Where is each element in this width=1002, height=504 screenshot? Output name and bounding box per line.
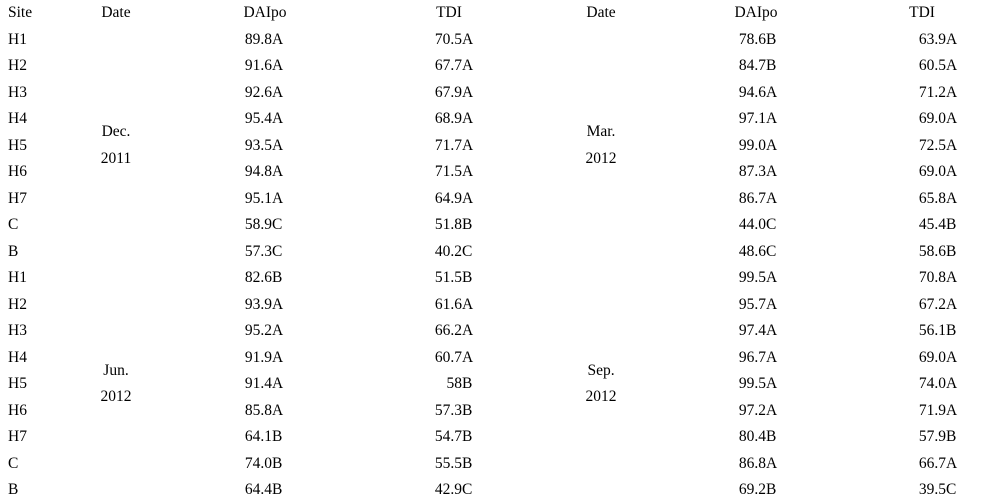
cell-tdi-grade-right: C xyxy=(946,481,957,498)
cell-tdi-grade-left: B xyxy=(462,401,473,419)
cell-date-left xyxy=(60,265,172,504)
cell-tdi-right: 58.6 xyxy=(918,242,947,260)
cell-tdi-left: 67.9 xyxy=(434,83,462,101)
cell-tdi-grade-right: A xyxy=(946,189,958,207)
cell-daipo-grade-right: B xyxy=(766,481,777,498)
cell-tdi-grade-left: A xyxy=(462,110,474,127)
table-header-row xyxy=(8,0,994,27)
cell-daipo-right: 99.0 xyxy=(738,136,767,154)
cell-tdi-grade-right: B xyxy=(946,242,957,260)
cell-daipo-grade-left: A xyxy=(272,57,284,74)
cell-tdi-left: 60.7 xyxy=(434,348,462,366)
cell-daipo-grade-right: A xyxy=(766,295,778,313)
cell-tdi-grade-left: A xyxy=(462,163,474,180)
cell-tdi-right: 69.0 xyxy=(918,110,947,127)
cell-tdi-left: 55.5 xyxy=(434,454,462,472)
cell-site: C xyxy=(8,216,19,233)
date-line-1: Jun. xyxy=(103,361,129,379)
cell-tdi-right: 67.2 xyxy=(918,295,947,313)
cell-tdi-grade-left: B xyxy=(462,428,473,445)
cell-tdi-grade-right: A xyxy=(946,163,958,180)
date-line-1: Sep. xyxy=(587,361,615,379)
cell-daipo-grade-left: B xyxy=(272,428,283,445)
cell-daipo-right: 99.5 xyxy=(738,269,767,286)
cell-site: H4 xyxy=(8,110,27,127)
date-line-2: 2011 xyxy=(100,149,132,167)
cell-tdi-grade-right: B xyxy=(946,216,957,233)
cell-site: H2 xyxy=(8,295,27,313)
cell-tdi-right: 74.0 xyxy=(918,375,947,392)
water-quality-index-table xyxy=(8,0,994,504)
cell-site: H3 xyxy=(8,322,27,339)
cell-tdi-grade-right: B xyxy=(946,322,957,339)
cell-daipo-left: 94.8 xyxy=(244,163,272,180)
cell-daipo-right: 94.6 xyxy=(738,83,767,101)
cell-daipo-grade-left: A xyxy=(272,295,284,313)
cell-tdi-grade-left: C xyxy=(462,242,473,260)
cell-daipo-grade-left: C xyxy=(272,216,283,233)
cell-tdi-grade-left: B xyxy=(462,375,473,392)
cell-tdi-grade-left: C xyxy=(462,481,473,498)
cell-daipo-left: 82.6 xyxy=(244,269,272,286)
cell-daipo-grade-left: C xyxy=(272,242,283,260)
cell-tdi-grade-left: A xyxy=(462,295,474,313)
date-line-1: Mar. xyxy=(586,123,616,141)
cell-daipo-grade-right: A xyxy=(766,163,778,180)
cell-daipo-right: 86.7 xyxy=(738,189,767,207)
table-row xyxy=(8,265,994,292)
cell-daipo-right: 44.0 xyxy=(738,216,767,233)
cell-tdi-grade-left: B xyxy=(462,454,473,472)
cell-daipo-right: 48.6 xyxy=(738,242,767,260)
cell-daipo-grade-left: A xyxy=(272,348,284,366)
cell-daipo-left: 85.8 xyxy=(244,401,272,419)
cell-daipo-grade-left: A xyxy=(272,83,284,101)
cell-daipo-grade-left: A xyxy=(272,401,284,419)
cell-tdi-right: 71.2 xyxy=(918,83,947,101)
cell-daipo-grade-right: B xyxy=(766,57,777,74)
cell-daipo-left: 92.6 xyxy=(244,83,272,101)
cell-tdi-grade-left: A xyxy=(462,348,474,366)
cell-daipo-left: 64.4 xyxy=(244,481,272,498)
cell-tdi-grade-left: B xyxy=(462,269,473,286)
cell-tdi-right: 45.4 xyxy=(918,216,947,233)
cell-tdi-right: 39.5 xyxy=(918,481,947,498)
cell-daipo-grade-left: B xyxy=(272,454,283,472)
date-line-2: 2012 xyxy=(585,388,617,406)
cell-tdi-left: 51.5 xyxy=(434,269,462,286)
cell-tdi-grade-right: A xyxy=(946,375,958,392)
cell-tdi-grade-left: A xyxy=(462,30,474,48)
cell-site: C xyxy=(8,454,19,472)
cell-daipo-grade-right: A xyxy=(766,454,778,472)
date-line-1: Dec. xyxy=(101,123,131,141)
cell-daipo-right: 69.2 xyxy=(738,481,767,498)
cell-tdi-grade-right: A xyxy=(946,454,958,472)
cell-tdi-left: 40.2 xyxy=(434,242,462,260)
cell-tdi-right: 56.1 xyxy=(918,322,947,339)
cell-tdi-right: 69.0 xyxy=(918,348,947,366)
cell-site: H7 xyxy=(8,189,27,207)
cell-tdi-grade-right: A xyxy=(946,57,958,74)
cell-site: H2 xyxy=(8,57,27,74)
cell-tdi-right: 60.5 xyxy=(918,57,947,74)
cell-tdi-grade-left: B xyxy=(462,216,473,233)
cell-tdi-left: 58 xyxy=(446,375,462,392)
cell-date-left xyxy=(60,27,172,266)
cell-site: H5 xyxy=(8,136,27,154)
cell-daipo-left: 91.9 xyxy=(244,348,272,366)
cell-tdi-right: 57.9 xyxy=(918,428,947,445)
cell-daipo-left: 95.1 xyxy=(244,189,272,207)
cell-tdi-left: 71.5 xyxy=(434,163,462,180)
cell-tdi-grade-right: A xyxy=(946,83,958,101)
cell-tdi-right: 72.5 xyxy=(918,136,947,154)
cell-daipo-right: 99.5 xyxy=(738,375,767,392)
header-tdi-left: TDI xyxy=(436,4,462,21)
cell-daipo-grade-right: A xyxy=(766,136,778,154)
cell-tdi-left: 71.7 xyxy=(434,136,462,154)
cell-daipo-grade-right: B xyxy=(766,30,777,48)
cell-date-right xyxy=(540,265,662,504)
cell-site: H3 xyxy=(8,83,27,101)
cell-daipo-left: 64.1 xyxy=(244,428,272,445)
cell-daipo-grade-left: A xyxy=(272,322,284,339)
header-date-left: Date xyxy=(101,4,131,21)
cell-daipo-grade-left: B xyxy=(272,269,283,286)
cell-daipo-grade-left: B xyxy=(272,481,283,498)
cell-site: H7 xyxy=(8,428,27,445)
cell-tdi-left: 64.9 xyxy=(434,189,462,207)
table-row xyxy=(8,27,994,54)
cell-daipo-left: 95.2 xyxy=(244,322,272,339)
cell-site: H1 xyxy=(8,269,27,286)
cell-daipo-grade-left: A xyxy=(272,136,284,154)
cell-daipo-left: 89.8 xyxy=(244,30,272,48)
cell-tdi-grade-right: A xyxy=(946,110,958,127)
cell-tdi-right: 70.8 xyxy=(918,269,947,286)
date-line-2: 2012 xyxy=(100,388,132,406)
cell-tdi-grade-left: A xyxy=(462,57,474,74)
cell-tdi-grade-right: A xyxy=(946,348,958,366)
cell-tdi-grade-left: A xyxy=(462,136,474,154)
cell-daipo-left: 57.3 xyxy=(244,242,272,260)
cell-date-right xyxy=(540,27,662,266)
cell-daipo-right: 86.8 xyxy=(738,454,767,472)
cell-daipo-grade-left: A xyxy=(272,30,284,48)
cell-daipo-left: 95.4 xyxy=(244,110,272,127)
cell-tdi-left: 68.9 xyxy=(434,110,462,127)
cell-daipo-grade-right: A xyxy=(766,269,778,286)
cell-daipo-grade-left: A xyxy=(272,375,284,392)
cell-daipo-left: 93.9 xyxy=(244,295,272,313)
cell-tdi-right: 69.0 xyxy=(918,163,947,180)
cell-site: B xyxy=(8,481,19,498)
cell-daipo-grade-right: A xyxy=(766,110,778,127)
cell-tdi-right: 71.9 xyxy=(918,401,947,419)
cell-tdi-left: 67.7 xyxy=(434,57,462,74)
cell-daipo-right: 84.7 xyxy=(738,57,767,74)
cell-tdi-left: 51.8 xyxy=(434,216,462,233)
cell-site: H4 xyxy=(8,348,27,366)
cell-tdi-left: 70.5 xyxy=(434,30,462,48)
cell-daipo-right: 97.1 xyxy=(738,110,767,127)
cell-daipo-grade-right: A xyxy=(766,401,778,419)
cell-daipo-grade-right: C xyxy=(766,216,777,233)
cell-tdi-grade-right: A xyxy=(946,269,958,286)
cell-daipo-left: 91.6 xyxy=(244,57,272,74)
cell-daipo-grade-right: A xyxy=(766,375,778,392)
cell-tdi-left: 54.7 xyxy=(434,428,462,445)
cell-tdi-left: 42.9 xyxy=(434,481,462,498)
cell-tdi-grade-left: A xyxy=(462,83,474,101)
cell-daipo-right: 78.6 xyxy=(738,30,767,48)
cell-daipo-grade-right: C xyxy=(766,242,777,260)
cell-site: H5 xyxy=(8,375,27,392)
cell-daipo-grade-right: B xyxy=(766,428,777,445)
cell-daipo-left: 91.4 xyxy=(244,375,272,392)
date-line-2: 2012 xyxy=(585,149,617,167)
header-date-right: Date xyxy=(586,4,616,21)
cell-tdi-left: 66.2 xyxy=(434,322,462,339)
cell-daipo-right: 87.3 xyxy=(738,163,767,180)
cell-site: H6 xyxy=(8,163,27,180)
cell-daipo-grade-left: A xyxy=(272,189,284,207)
cell-daipo-right: 95.7 xyxy=(738,295,767,313)
header-daipo-left: DAIpo xyxy=(243,4,287,21)
cell-daipo-grade-left: A xyxy=(272,110,284,127)
cell-tdi-right: 63.9 xyxy=(918,30,947,48)
cell-daipo-grade-right: A xyxy=(766,189,778,207)
cell-tdi-right: 65.8 xyxy=(918,189,947,207)
cell-daipo-left: 93.5 xyxy=(244,136,272,154)
cell-tdi-grade-right: B xyxy=(946,428,957,445)
cell-daipo-grade-right: A xyxy=(766,322,778,339)
cell-daipo-grade-right: A xyxy=(766,348,778,366)
header-daipo-right: DAIpo xyxy=(734,4,778,21)
cell-tdi-grade-left: A xyxy=(462,189,474,207)
cell-tdi-grade-right: A xyxy=(946,401,958,419)
cell-site: H6 xyxy=(8,401,27,419)
cell-daipo-right: 96.7 xyxy=(738,348,767,366)
cell-site: B xyxy=(8,242,19,260)
cell-daipo-grade-right: A xyxy=(766,83,778,101)
cell-tdi-grade-right: A xyxy=(946,30,958,48)
cell-daipo-left: 74.0 xyxy=(244,454,272,472)
cell-daipo-grade-left: A xyxy=(272,163,284,180)
cell-site: H1 xyxy=(8,30,27,48)
cell-daipo-right: 97.4 xyxy=(738,322,767,339)
cell-tdi-left: 61.6 xyxy=(434,295,462,313)
cell-tdi-left: 57.3 xyxy=(434,401,462,419)
cell-tdi-grade-right: A xyxy=(946,136,958,154)
cell-tdi-right: 66.7 xyxy=(918,454,947,472)
header-tdi-right: TDI xyxy=(909,4,935,21)
cell-daipo-left: 58.9 xyxy=(244,216,272,233)
cell-tdi-grade-right: A xyxy=(946,295,958,313)
cell-daipo-right: 97.2 xyxy=(738,401,767,419)
header-site: Site xyxy=(8,4,33,21)
cell-daipo-right: 80.4 xyxy=(738,428,767,445)
cell-tdi-grade-left: A xyxy=(462,322,474,339)
